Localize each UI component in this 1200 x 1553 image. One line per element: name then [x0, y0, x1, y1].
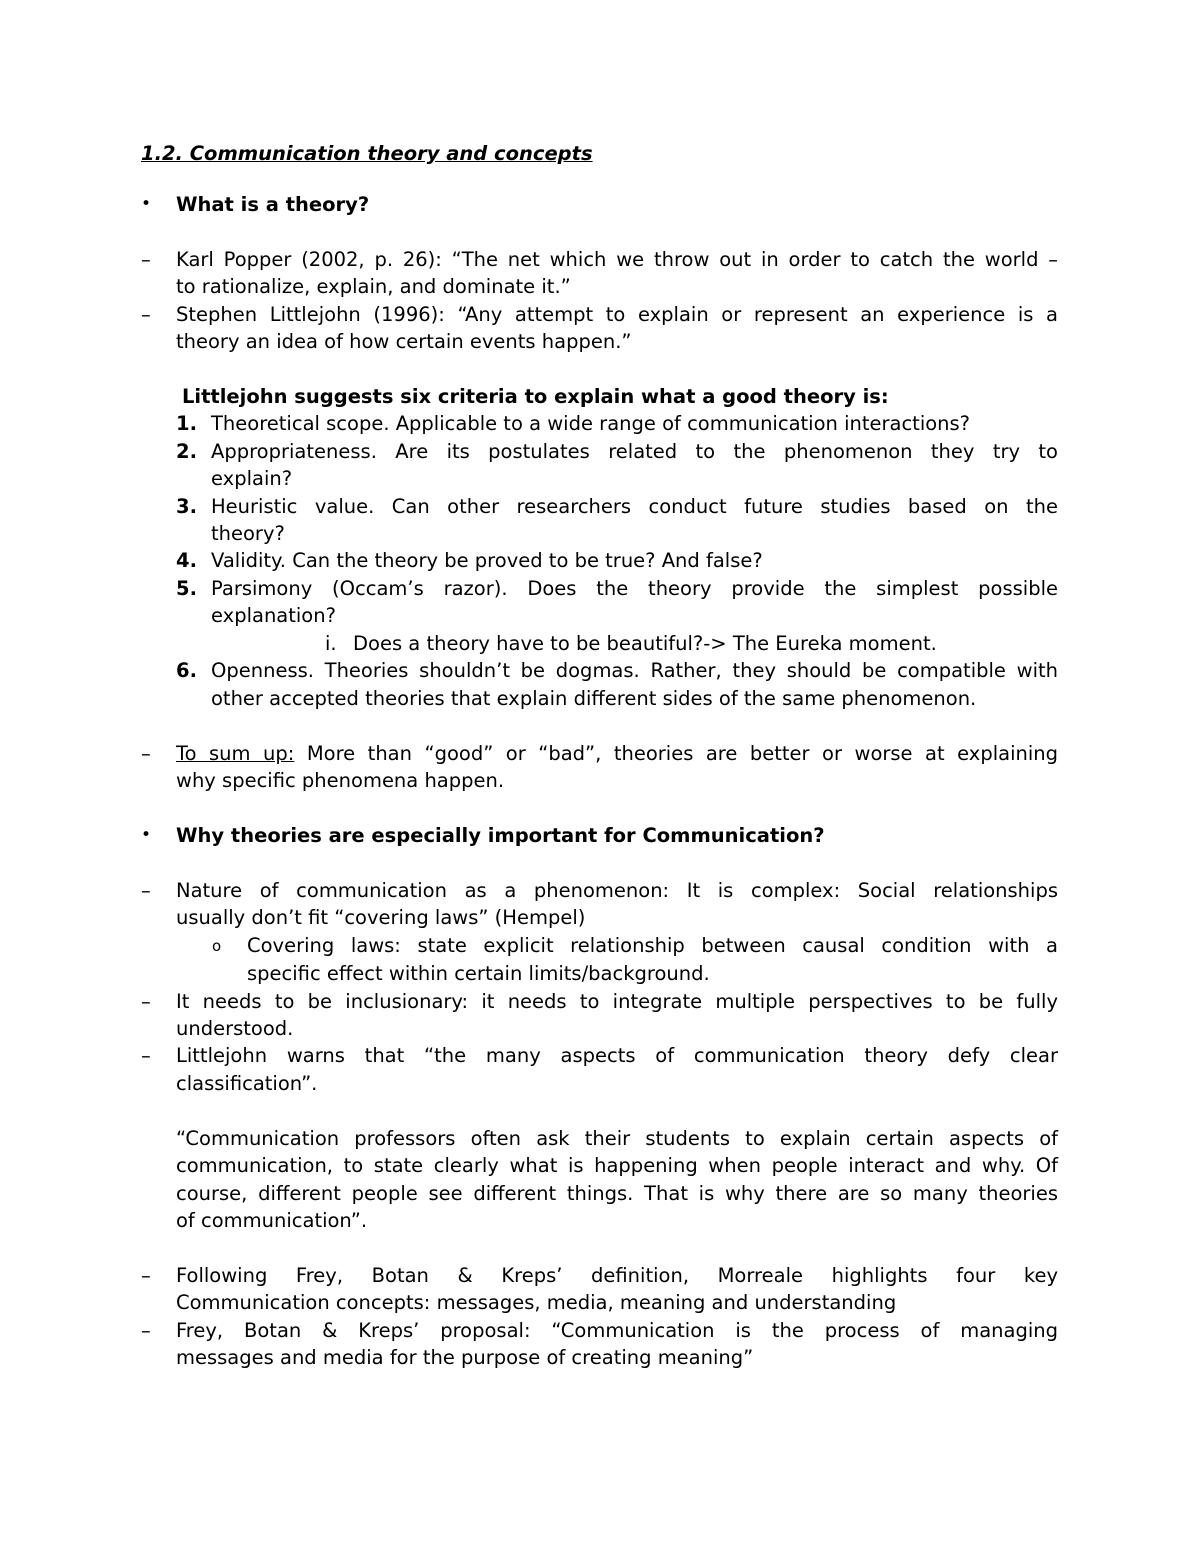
frey-definition-line1: Following Frey, Botan & Kreps’ definition, Morreale highlights four key — [176, 1264, 1058, 1287]
bullet-marker: • — [141, 194, 152, 214]
nature-line2: usually don’t fit “covering laws” (Hempel) — [176, 906, 586, 929]
roman-numeral: i. — [325, 632, 337, 655]
littlejohn-quote-line1: Stephen Littlejohn (1996): “Any attempt to explain or represent an experience is a — [176, 303, 1058, 326]
quote-line2: communication, to state clearly what is happening when people interact and why. Of — [176, 1154, 1058, 1177]
criterion-5-line1: Parsimony (Occam’s razor). Does the theory provide the simplest possible — [211, 577, 1058, 600]
criterion-3-line1: Heuristic value. Can other researchers conduct future studies based on the — [211, 495, 1058, 518]
criterion-6-line1: Openness. Theories shouldn’t be dogmas. Rather, they should be compatible with — [211, 659, 1058, 682]
warns-line2: classification”. — [176, 1072, 318, 1095]
sum-up-line2: why specific phenomena happen. — [176, 769, 505, 792]
criterion-number: 3. — [176, 495, 197, 518]
popper-quote-line2: to rationalize, explain, and dominate it.” — [176, 275, 571, 298]
warns-line1: Littlejohn warns that “the many aspects of communication theory defy clear — [176, 1044, 1058, 1067]
frey-proposal-line1: Frey, Botan & Kreps’ proposal: “Communication is the process of managing — [176, 1319, 1058, 1342]
covering-laws-line2: specific effect within certain limits/background. — [247, 962, 710, 985]
dash-marker: – — [141, 303, 151, 326]
dash-marker: – — [141, 990, 151, 1013]
criterion-number: 2. — [176, 440, 197, 463]
frey-definition-line2: Communication concepts: messages, media, meaning and understanding — [176, 1291, 897, 1314]
frey-proposal-line2: messages and media for the purpose of creating meaning” — [176, 1346, 754, 1369]
sum-up-label: To sum up: — [176, 742, 295, 765]
dash-marker: – — [141, 1044, 151, 1067]
criteria-intro: Littlejohn suggests six criteria to explain what a good theory is: — [182, 385, 889, 408]
criterion-number: 4. — [176, 549, 197, 572]
criterion-2-line1: Appropriateness. Are its postulates related to the phenomenon they try to — [211, 440, 1058, 463]
nature-line1: Nature of communication as a phenomenon: It is complex: Social relationships — [176, 879, 1058, 902]
criterion-number: 6. — [176, 659, 197, 682]
quote-line1: “Communication professors often ask their students to explain certain aspects of — [176, 1127, 1058, 1150]
dash-marker: – — [141, 742, 151, 765]
dash-marker: – — [141, 248, 151, 271]
covering-laws-line1: Covering laws: state explicit relationship between causal condition with a — [247, 934, 1058, 957]
popper-quote-line1: Karl Popper (2002, p. 26): “The net which we throw out in order to catch the world – — [176, 248, 1058, 271]
criterion-3-line2: theory? — [211, 522, 285, 545]
section-heading: 1.2. Communication theory and concepts — [141, 142, 593, 165]
inclusionary-line1: It needs to be inclusionary: it needs to integrate multiple perspectives to be fully — [176, 990, 1058, 1013]
subheading-why-theories: Why theories are especially important for Communication? — [176, 824, 825, 847]
criterion-number: 1. — [176, 412, 197, 435]
subheading-what-is-theory: What is a theory? — [176, 193, 370, 216]
criterion-1: Theoretical scope. Applicable to a wide range of communication interactions? — [211, 412, 971, 435]
sum-up-text: More than “good” or “bad”, theories are better or worse at explaining — [294, 742, 1058, 765]
criterion-5-line2: explanation? — [211, 604, 336, 627]
criterion-5-subitem: Does a theory have to be beautiful?-> The Eureka moment. — [353, 632, 937, 655]
criterion-number: 5. — [176, 577, 197, 600]
criterion-6-line2: other accepted theories that explain different sides of the same phenomenon. — [211, 687, 977, 710]
sum-up-line1 — [176, 740, 1058, 767]
dash-marker: – — [141, 879, 151, 902]
criterion-2-line2: explain? — [211, 467, 293, 490]
bullet-marker: • — [141, 825, 152, 845]
dash-marker: – — [141, 1319, 151, 1342]
inclusionary-line2: understood. — [176, 1017, 294, 1040]
quote-line3: course, different people see different things. That is why there are so many theories — [176, 1182, 1058, 1205]
quote-line4: of communication”. — [176, 1209, 368, 1232]
littlejohn-quote-line2: theory an idea of how certain events happen.” — [176, 330, 632, 353]
criterion-4: Validity. Can the theory be proved to be true? And false? — [211, 549, 763, 572]
dash-marker: – — [141, 1264, 151, 1287]
sub-bullet-marker: o — [212, 937, 222, 955]
